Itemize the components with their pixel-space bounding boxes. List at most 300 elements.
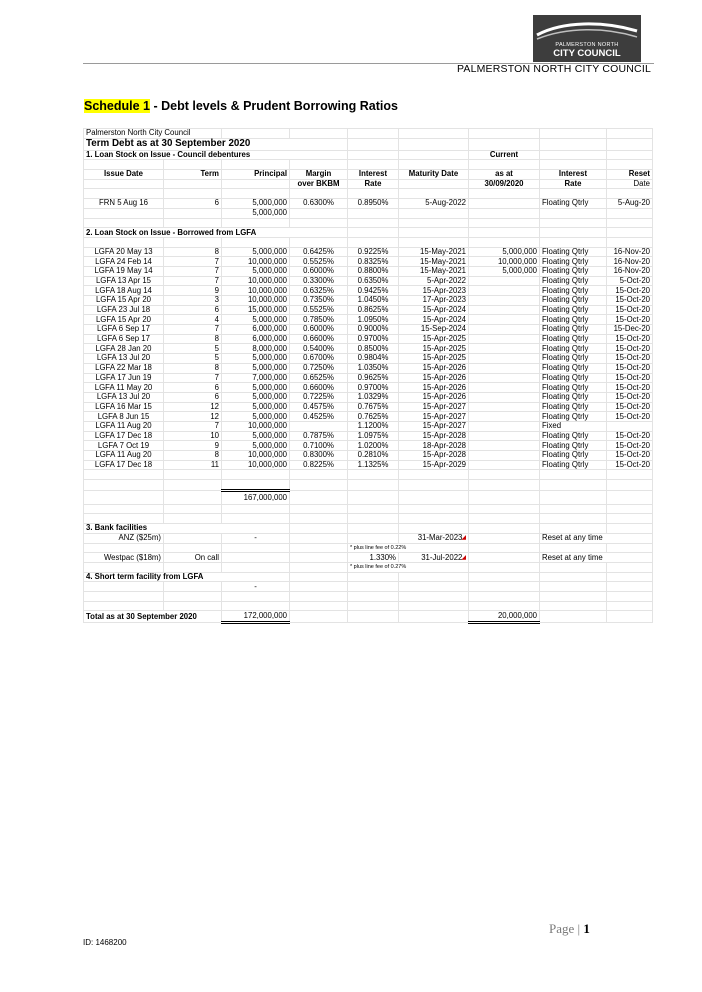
lgfa-principal-cell: 7,000,000 [222, 373, 290, 383]
lgfa-maturity-cell: 15-Apr-2027 [399, 412, 469, 422]
lgfa-maturity-cell: 15-Apr-2025 [399, 354, 469, 364]
col-reset: Reset [607, 170, 653, 180]
lgfa-loan-row [84, 383, 653, 393]
frn-margin: 0.6300% [290, 199, 348, 209]
lgfa-issue-cell: LGFA 22 Mar 18 [84, 363, 164, 373]
lgfa-term-cell: 7 [164, 276, 222, 286]
lgfa-margin-cell: 0.4575% [290, 402, 348, 412]
col-reset-sub: Date [607, 179, 653, 189]
lgfa-reset-cell: 15-Oct-20 [607, 451, 653, 461]
page-number-value: 1 [583, 921, 590, 936]
lgfa-principal-cell: 10,000,000 [222, 286, 290, 296]
lgfa-loan-row [84, 402, 653, 412]
lgfa-loan-row [84, 266, 653, 276]
lgfa-maturity-cell: 15-May-2021 [399, 247, 469, 257]
lgfa-rate-cell: 1.0350% [348, 363, 399, 373]
lgfa-loan-row [84, 296, 653, 306]
org-name: Palmerston North City Council [84, 129, 222, 139]
lgfa-rate-cell: 1.0200% [348, 441, 399, 451]
lgfa-loan-row [84, 286, 653, 296]
lgfa-loan-row [84, 276, 653, 286]
lgfa-reset-cell: 15-Oct-20 [607, 354, 653, 364]
lgfa-maturity-cell: 15-May-2021 [399, 266, 469, 276]
lgfa-term-cell: 5 [164, 344, 222, 354]
westpac-maturity [399, 553, 469, 563]
lgfa-maturity-cell: 15-Apr-2027 [399, 421, 469, 431]
col-as-at: as at [469, 170, 540, 180]
col-as-at-sub: 30/09/2020 [469, 179, 540, 189]
lgfa-margin-cell: 0.7250% [290, 363, 348, 373]
section-4-principal: - [222, 582, 290, 592]
section-2-title: 2. Loan Stock on Issue - Borrowed from LGFA [84, 228, 348, 238]
total-current: 20,000,000 [469, 611, 540, 623]
org-row [84, 129, 653, 139]
lgfa-reset-cell: 15-Oct-20 [607, 344, 653, 354]
lgfa-current-cell [469, 373, 540, 383]
section-2-subtotal: 167,000,000 [222, 490, 290, 504]
lgfa-rate-cell: 0.9000% [348, 325, 399, 335]
lgfa-term-cell: 7 [164, 421, 222, 431]
lgfa-principal-cell: 5,000,000 [222, 383, 290, 393]
lgfa-loan-row [84, 392, 653, 402]
lgfa-maturity-cell: 17-Apr-2023 [399, 296, 469, 306]
council-logo [533, 15, 641, 62]
lgfa-current-cell [469, 421, 540, 431]
lgfa-issue-cell: LGFA 13 Apr 15 [84, 276, 164, 286]
lgfa-reset-cell: 5-Oct-20 [607, 276, 653, 286]
page-number [549, 921, 590, 937]
lgfa-term-cell: 10 [164, 431, 222, 441]
current-label: Current [469, 150, 540, 160]
frn-row [84, 199, 653, 209]
blank-row [84, 189, 653, 199]
section-4-row [84, 572, 653, 582]
lgfa-loan-row [84, 325, 653, 335]
lgfa-rate-cell: 0.8325% [348, 257, 399, 267]
lgfa-rate-cell: 0.9625% [348, 373, 399, 383]
lgfa-term-cell: 8 [164, 451, 222, 461]
lgfa-margin-cell: 0.5400% [290, 344, 348, 354]
lgfa-rate-cell: 0.7625% [348, 412, 399, 422]
lgfa-rate-cell: 0.8500% [348, 344, 399, 354]
lgfa-rate-cell: 1.0975% [348, 431, 399, 441]
westpac-note: * plus line fee of 0.27% [348, 562, 469, 572]
lgfa-type-cell: Floating Qtrly [540, 334, 607, 344]
lgfa-rate-cell: 0.9225% [348, 247, 399, 257]
anz-note: * plus line fee of 0.22% [348, 543, 469, 553]
lgfa-reset-cell: 15-Oct-20 [607, 383, 653, 393]
lgfa-loan-row [84, 373, 653, 383]
lgfa-loan-row [84, 334, 653, 344]
section-3-title: 3. Bank facilities [84, 524, 290, 534]
lgfa-issue-cell: LGFA 6 Sep 17 [84, 334, 164, 344]
frn-principal: 5,000,000 [222, 199, 290, 209]
lgfa-issue-cell: LGFA 20 May 13 [84, 247, 164, 257]
col-interest: Interest [348, 170, 399, 180]
logo-wave-graphic [533, 17, 641, 43]
lgfa-type-cell: Floating Qtrly [540, 296, 607, 306]
lgfa-loan-row [84, 431, 653, 441]
lgfa-reset-cell: 15-Oct-20 [607, 305, 653, 315]
lgfa-principal-cell: 8,000,000 [222, 344, 290, 354]
lgfa-reset-cell: 15-Oct-20 [607, 441, 653, 451]
frn-current [469, 199, 540, 209]
lgfa-rate-cell: 0.9425% [348, 286, 399, 296]
lgfa-type-cell: Floating Qtrly [540, 247, 607, 257]
col-principal: Principal [222, 170, 290, 180]
blank-row [84, 237, 653, 247]
col-margin-sub: over BKBM [290, 179, 348, 189]
frn-type: Floating Qtrly [540, 199, 607, 209]
lgfa-maturity-cell: 18-Apr-2028 [399, 441, 469, 451]
lgfa-issue-cell: LGFA 23 Jul 18 [84, 305, 164, 315]
lgfa-term-cell: 4 [164, 315, 222, 325]
lgfa-term-cell: 6 [164, 305, 222, 315]
lgfa-term-cell: 12 [164, 412, 222, 422]
lgfa-type-cell: Floating Qtrly [540, 315, 607, 325]
lgfa-reset-cell: 15-Oct-20 [607, 392, 653, 402]
lgfa-term-cell: 7 [164, 266, 222, 276]
lgfa-reset-cell: 15-Oct-20 [607, 315, 653, 325]
lgfa-rate-cell: 0.7675% [348, 402, 399, 412]
lgfa-principal-cell: 10,000,000 [222, 460, 290, 470]
lgfa-current-cell [469, 296, 540, 306]
blank-row [84, 601, 653, 611]
lgfa-margin-cell: 0.6600% [290, 383, 348, 393]
title-highlight: Schedule 1 [84, 99, 150, 113]
lgfa-current-cell [469, 451, 540, 461]
document-id: ID: 1468200 [83, 938, 127, 947]
lgfa-type-cell: Floating Qtrly [540, 363, 607, 373]
lgfa-margin-cell: 0.7850% [290, 315, 348, 325]
lgfa-term-cell: 8 [164, 363, 222, 373]
lgfa-current-cell [469, 383, 540, 393]
lgfa-principal-cell: 5,000,000 [222, 412, 290, 422]
lgfa-term-cell: 8 [164, 334, 222, 344]
lgfa-maturity-cell: 15-Sep-2024 [399, 325, 469, 335]
lgfa-principal-cell: 10,000,000 [222, 276, 290, 286]
lgfa-type-cell: Floating Qtrly [540, 373, 607, 383]
lgfa-loan-row [84, 441, 653, 451]
lgfa-loan-row [84, 247, 653, 257]
lgfa-principal-cell: 5,000,000 [222, 431, 290, 441]
lgfa-principal-cell: 6,000,000 [222, 334, 290, 344]
lgfa-type-cell: Floating Qtrly [540, 383, 607, 393]
westpac-row [84, 553, 653, 563]
anz-maturity [399, 533, 469, 543]
lgfa-maturity-cell: 15-Apr-2024 [399, 315, 469, 325]
lgfa-current-cell [469, 460, 540, 470]
lgfa-current-cell [469, 286, 540, 296]
debt-schedule-table [83, 128, 653, 624]
comment-marker-icon: ◢ [461, 554, 466, 561]
westpac-note-row [84, 562, 653, 572]
lgfa-margin-cell: 0.6425% [290, 247, 348, 257]
frn-reset: 5-Aug-20 [607, 199, 653, 209]
col-maturity: Maturity Date [399, 170, 469, 180]
lgfa-current-cell [469, 305, 540, 315]
lgfa-term-cell: 6 [164, 392, 222, 402]
lgfa-type-cell: Floating Qtrly [540, 266, 607, 276]
section-1-subtotal-row [84, 208, 653, 218]
lgfa-maturity-cell: 15-Apr-2026 [399, 373, 469, 383]
lgfa-margin-cell: 0.7875% [290, 431, 348, 441]
lgfa-current-cell [469, 334, 540, 344]
lgfa-term-cell: 11 [164, 460, 222, 470]
anz-principal: - [222, 533, 290, 543]
lgfa-term-cell: 8 [164, 247, 222, 257]
lgfa-issue-cell: LGFA 18 Aug 14 [84, 286, 164, 296]
lgfa-issue-cell: LGFA 11 Aug 20 [84, 421, 164, 431]
lgfa-term-cell: 7 [164, 373, 222, 383]
lgfa-loan-row [84, 421, 653, 431]
lgfa-current-cell [469, 402, 540, 412]
logo-text-line2: CITY COUNCIL [553, 48, 621, 59]
lgfa-type-cell: Floating Qtrly [540, 460, 607, 470]
lgfa-rate-cell: 1.0950% [348, 315, 399, 325]
lgfa-type-cell: Floating Qtrly [540, 431, 607, 441]
section-4-title: 4. Short term facility from LGFA [84, 572, 290, 582]
anz-row [84, 533, 653, 543]
section-1-row [84, 150, 653, 160]
lgfa-type-cell: Floating Qtrly [540, 344, 607, 354]
lgfa-current-cell [469, 412, 540, 422]
lgfa-reset-cell: 16-Nov-20 [607, 247, 653, 257]
lgfa-loan-row [84, 460, 653, 470]
lgfa-reset-cell: 15-Oct-20 [607, 431, 653, 441]
section-1-title: 1. Loan Stock on Issue - Council debentures [84, 150, 348, 160]
lgfa-issue-cell: LGFA 7 Oct 19 [84, 441, 164, 451]
table-heading: Term Debt as at 30 September 2020 [84, 138, 348, 150]
lgfa-current-cell [469, 363, 540, 373]
lgfa-principal-cell: 5,000,000 [222, 266, 290, 276]
lgfa-margin-cell: 0.6000% [290, 266, 348, 276]
column-header-row-1 [84, 170, 653, 180]
lgfa-reset-cell: 15-Dec-20 [607, 325, 653, 335]
lgfa-rate-cell: 1.1200% [348, 421, 399, 431]
lgfa-issue-cell: LGFA 11 Aug 20 [84, 451, 164, 461]
lgfa-current-cell: 10,000,000 [469, 257, 540, 267]
lgfa-term-cell: 12 [164, 402, 222, 412]
comment-marker-icon: ◢ [461, 535, 466, 542]
lgfa-reset-cell: 15-Oct-20 [607, 460, 653, 470]
lgfa-reset-cell: 15-Oct-20 [607, 373, 653, 383]
header-council-name: PALMERSTON NORTH CITY COUNCIL [456, 63, 651, 75]
lgfa-rate-cell: 0.8625% [348, 305, 399, 315]
anz-note-row [84, 543, 653, 553]
lgfa-type-cell: Floating Qtrly [540, 305, 607, 315]
westpac-rate: 1.330% [348, 553, 399, 563]
lgfa-issue-cell: LGFA 13 Jul 20 [84, 354, 164, 364]
lgfa-current-cell [469, 344, 540, 354]
lgfa-type-cell: Floating Qtrly [540, 402, 607, 412]
anz-name: ANZ ($25m) [84, 533, 164, 543]
col-term: Term [164, 170, 222, 180]
lgfa-reset-cell: 15-Oct-20 [607, 412, 653, 422]
lgfa-margin-cell: 0.6325% [290, 286, 348, 296]
frn-rate: 0.8950% [348, 199, 399, 209]
section-4-value-row [84, 582, 653, 592]
lgfa-type-cell: Fixed [540, 421, 607, 431]
lgfa-maturity-cell: 15-Apr-2027 [399, 402, 469, 412]
lgfa-margin-cell: 0.6700% [290, 354, 348, 364]
lgfa-rate-cell: 1.0450% [348, 296, 399, 306]
blank-row [84, 504, 653, 514]
lgfa-rate-cell: 0.9700% [348, 334, 399, 344]
lgfa-term-cell: 7 [164, 257, 222, 267]
lgfa-type-cell: Floating Qtrly [540, 286, 607, 296]
lgfa-current-cell [469, 276, 540, 286]
lgfa-principal-cell: 10,000,000 [222, 257, 290, 267]
lgfa-issue-cell: LGFA 17 Dec 18 [84, 431, 164, 441]
lgfa-term-cell: 9 [164, 441, 222, 451]
lgfa-principal-cell: 6,000,000 [222, 325, 290, 335]
lgfa-issue-cell: LGFA 17 Dec 18 [84, 460, 164, 470]
lgfa-maturity-cell: 15-Apr-2023 [399, 286, 469, 296]
total-row [84, 611, 653, 623]
lgfa-principal-cell: 5,000,000 [222, 247, 290, 257]
lgfa-issue-cell: LGFA 15 Apr 20 [84, 296, 164, 306]
lgfa-type-cell: Floating Qtrly [540, 451, 607, 461]
blank-row [84, 470, 653, 480]
lgfa-maturity-cell: 15-Apr-2029 [399, 460, 469, 470]
lgfa-type-cell: Floating Qtrly [540, 412, 607, 422]
lgfa-principal-cell: 10,000,000 [222, 296, 290, 306]
lgfa-issue-cell: LGFA 24 Feb 14 [84, 257, 164, 267]
table-body [84, 129, 653, 623]
section-2-row [84, 228, 653, 238]
lgfa-maturity-cell: 15-Apr-2026 [399, 363, 469, 373]
lgfa-type-cell: Floating Qtrly [540, 441, 607, 451]
lgfa-loan-row [84, 354, 653, 364]
lgfa-margin-cell: 0.5525% [290, 257, 348, 267]
lgfa-issue-cell: LGFA 19 May 14 [84, 266, 164, 276]
lgfa-rate-cell: 0.9700% [348, 383, 399, 393]
lgfa-rate-cell: 0.2810% [348, 451, 399, 461]
lgfa-current-cell [469, 392, 540, 402]
lgfa-rate-cell: 0.6350% [348, 276, 399, 286]
lgfa-margin-cell: 0.4525% [290, 412, 348, 422]
lgfa-margin-cell: 0.7225% [290, 392, 348, 402]
anz-type: Reset at any time [540, 533, 653, 543]
lgfa-type-cell: Floating Qtrly [540, 354, 607, 364]
lgfa-margin-cell: 0.8225% [290, 460, 348, 470]
title-rest: - Debt levels & Prudent Borrowing Ratios [150, 99, 398, 113]
blank-row [84, 591, 653, 601]
westpac-term: On call [164, 553, 222, 563]
col-interest-sub: Rate [348, 179, 399, 189]
lgfa-issue-cell: LGFA 11 May 20 [84, 383, 164, 393]
lgfa-current-cell [469, 431, 540, 441]
lgfa-current-cell: 5,000,000 [469, 266, 540, 276]
lgfa-term-cell: 9 [164, 286, 222, 296]
lgfa-maturity-cell: 15-Apr-2026 [399, 383, 469, 393]
lgfa-principal-cell: 5,000,000 [222, 402, 290, 412]
lgfa-term-cell: 6 [164, 383, 222, 393]
lgfa-reset-cell: 16-Nov-20 [607, 266, 653, 276]
lgfa-term-cell: 5 [164, 354, 222, 364]
lgfa-issue-cell: LGFA 13 Jul 20 [84, 392, 164, 402]
lgfa-maturity-cell: 15-Apr-2028 [399, 431, 469, 441]
lgfa-principal-cell: 5,000,000 [222, 354, 290, 364]
lgfa-margin-cell: 0.7350% [290, 296, 348, 306]
westpac-type: Reset at any time [540, 553, 653, 563]
lgfa-current-cell [469, 354, 540, 364]
lgfa-margin-cell: 0.3300% [290, 276, 348, 286]
lgfa-maturity-cell: 15-Apr-2025 [399, 334, 469, 344]
col-margin: Margin [290, 170, 348, 180]
lgfa-issue-cell: LGFA 6 Sep 17 [84, 325, 164, 335]
lgfa-rate-cell: 1.1325% [348, 460, 399, 470]
lgfa-rate-cell: 0.9804% [348, 354, 399, 364]
lgfa-principal-cell: 10,000,000 [222, 451, 290, 461]
lgfa-loan-row [84, 305, 653, 315]
lgfa-principal-cell: 5,000,000 [222, 315, 290, 325]
westpac-maturity-value: 31-Jul-2022 [421, 552, 463, 562]
lgfa-current-cell [469, 315, 540, 325]
lgfa-maturity-cell: 5-Apr-2022 [399, 276, 469, 286]
lgfa-issue-cell: LGFA 28 Jan 20 [84, 344, 164, 354]
frn-issue: FRN 5 Aug 16 [84, 199, 164, 209]
col-interest-type-sub: Rate [540, 179, 607, 189]
lgfa-margin-cell: 0.6525% [290, 373, 348, 383]
lgfa-reset-cell: 15-Oct-20 [607, 286, 653, 296]
lgfa-reset-cell: 15-Oct-20 [607, 402, 653, 412]
lgfa-margin-cell: 0.6600% [290, 334, 348, 344]
lgfa-loan-row [84, 363, 653, 373]
section-3-row [84, 524, 653, 534]
anz-maturity-value: 31-Mar-2023 [417, 533, 463, 543]
lgfa-principal-cell: 15,000,000 [222, 305, 290, 315]
lgfa-loan-row [84, 412, 653, 422]
blank-row [84, 160, 653, 170]
lgfa-current-cell: 5,000,000 [469, 247, 540, 257]
lgfa-reset-cell: 15-Oct-20 [607, 296, 653, 306]
lgfa-margin-cell: 0.7100% [290, 441, 348, 451]
lgfa-maturity-cell: 15-Apr-2026 [399, 392, 469, 402]
lgfa-principal-cell: 5,000,000 [222, 392, 290, 402]
lgfa-type-cell: Floating Qtrly [540, 257, 607, 267]
lgfa-term-cell: 7 [164, 325, 222, 335]
lgfa-rate-cell: 0.8800% [348, 266, 399, 276]
total-principal: 172,000,000 [222, 611, 290, 623]
lgfa-loan-row [84, 257, 653, 267]
column-header-row-2 [84, 179, 653, 189]
page-label: Page | [549, 921, 584, 936]
lgfa-reset-cell: 15-Oct-20 [607, 363, 653, 373]
lgfa-type-cell: Floating Qtrly [540, 325, 607, 335]
lgfa-maturity-cell: 15-Apr-2028 [399, 451, 469, 461]
lgfa-loan-row [84, 451, 653, 461]
lgfa-issue-cell: LGFA 8 Jun 15 [84, 412, 164, 422]
section-1-subtotal: 5,000,000 [222, 208, 290, 218]
blank-row [84, 514, 653, 524]
lgfa-issue-cell: LGFA 16 Mar 15 [84, 402, 164, 412]
heading-row [84, 138, 653, 150]
lgfa-margin-cell: 0.5525% [290, 305, 348, 315]
logo-text-line1: PALMERSTON NORTH [555, 42, 619, 48]
lgfa-principal-cell: 10,000,000 [222, 421, 290, 431]
total-label: Total as at 30 September 2020 [84, 611, 222, 623]
lgfa-maturity-cell: 15-Apr-2024 [399, 305, 469, 315]
lgfa-issue-cell: LGFA 17 Jun 19 [84, 373, 164, 383]
lgfa-term-cell: 3 [164, 296, 222, 306]
lgfa-principal-cell: 5,000,000 [222, 363, 290, 373]
lgfa-current-cell [469, 325, 540, 335]
lgfa-loan-row [84, 344, 653, 354]
blank-row [84, 218, 653, 228]
lgfa-margin-cell [290, 421, 348, 431]
